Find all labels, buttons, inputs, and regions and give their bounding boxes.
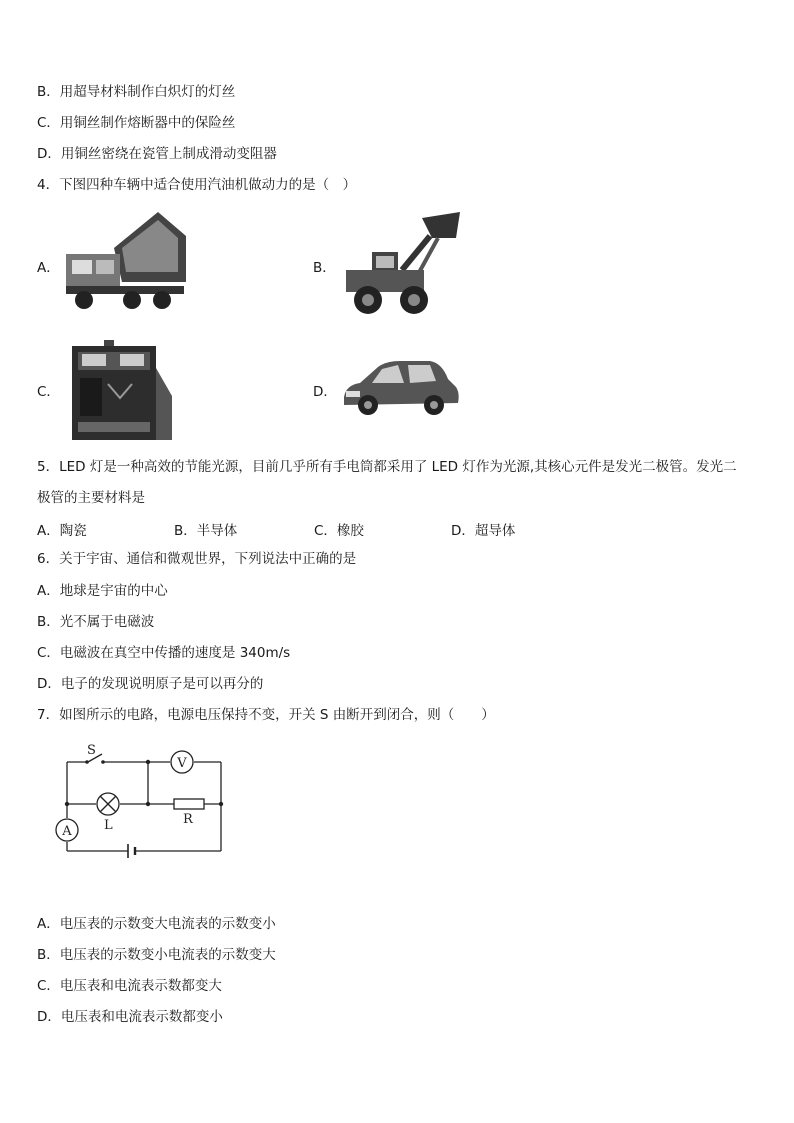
- dump-truck-image: [62, 208, 190, 312]
- q5-stem-line1: 5．LED 灯是一种高效的节能光源，目前几乎所有手电筒都采用了 LED 灯作为光源,其核心元件是发光二极管。发光二: [37, 459, 737, 475]
- q3-option-b: B．用超导材料制作白炽灯的灯丝: [37, 84, 236, 100]
- switch-pivot-dot: [85, 760, 89, 764]
- switch-contact-dot: [101, 760, 105, 764]
- q6-option-b: B．光不属于电磁波: [37, 614, 155, 630]
- q5-stem-line2: 极管的主要材料是: [37, 490, 145, 506]
- q4-label-d: D．: [313, 384, 337, 400]
- resistor-icon: [174, 799, 204, 809]
- q3-option-c: C．用铜丝制作熔断器中的保险丝: [37, 115, 236, 131]
- q4-label-b: B．: [313, 260, 336, 276]
- q6-option-a: A．地球是宇宙的中心: [37, 583, 168, 599]
- q7-option-a: A．电压表的示数变大电流表的示数变小: [37, 916, 276, 932]
- q5-option-c: C．橡胶: [314, 523, 364, 539]
- q3-option-d: D．用铜丝密绕在瓷管上制成滑动变阻器: [37, 146, 277, 162]
- resistor-label: R: [183, 812, 193, 827]
- q6-option-c: C．电磁波在真空中传播的速度是 340m/s: [37, 645, 291, 661]
- q5-option-a: A．陶瓷: [37, 523, 87, 539]
- ammeter-label: A: [62, 824, 72, 839]
- switch-label: S: [87, 743, 96, 758]
- q5-option-b: B．半导体: [174, 523, 238, 539]
- q6-stem: 6．关于宇宙、通信和微观世界，下列说法中正确的是: [37, 551, 357, 567]
- car-image: [338, 357, 462, 419]
- circuit-diagram: [40, 736, 240, 862]
- q7-option-d: D．电压表和电流表示数都变小: [37, 1009, 223, 1025]
- q4-stem: 4．下图四种车辆中适合使用汽油机做动力的是（ ）: [37, 177, 357, 193]
- lamp-label: L: [104, 818, 113, 833]
- q5-option-d: D．超导体: [451, 523, 516, 539]
- q5-options: [0, 519, 794, 539]
- wheel-loader-image: [338, 208, 464, 318]
- q4-label-a: A．: [37, 260, 60, 276]
- q7-option-c: C．电压表和电流表示数都变大: [37, 978, 222, 994]
- locomotive-image: [64, 338, 174, 442]
- q7-stem: 7．如图所示的电路，电源电压保持不变，开关 S 由断开到闭合，则（ ）: [37, 707, 495, 723]
- q4-label-c: C．: [37, 384, 60, 400]
- voltmeter-label: V: [177, 756, 187, 771]
- q6-option-d: D．电子的发现说明原子是可以再分的: [37, 676, 264, 692]
- q7-option-b: B．电压表的示数变小电流表的示数变大: [37, 947, 276, 963]
